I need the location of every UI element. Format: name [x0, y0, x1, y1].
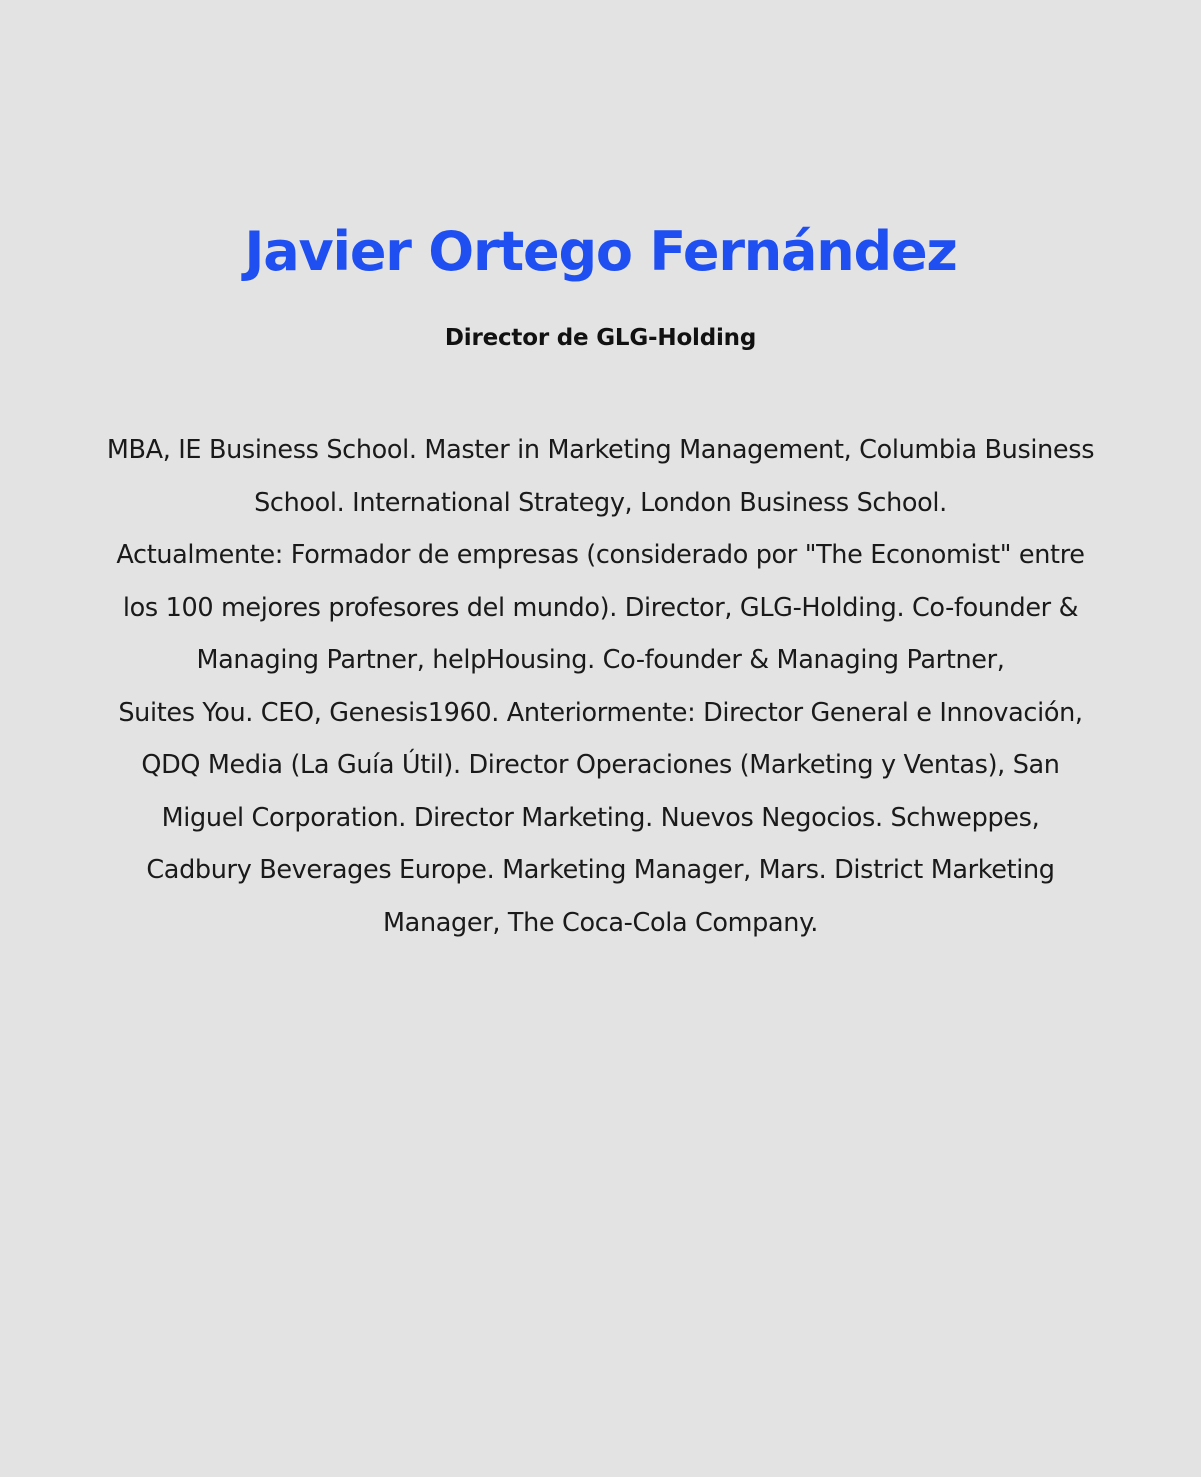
bio-line: Managing Partner, helpHousing. Co-founder & Managing Partner,: [196, 645, 1005, 675]
bio-line: Suites You. CEO, Genesis1960. Anteriormente: Director General e Innovación,: [118, 697, 1083, 728]
bio-line: School. International Strategy, London Business School.: [254, 487, 947, 518]
profile-bio: [88, 424, 1113, 949]
bio-line: Actualmente: Formador de empresas (considerado por "The Economist" entre: [116, 540, 1085, 570]
bio-line: Manager, The Coca-Cola Company.: [383, 907, 818, 938]
bio-line: Miguel Corporation. Director Marketing. Nuevos Negocios. Schweppes,: [161, 802, 1040, 833]
bio-line: MBA, IE Business School. Master in Marketing Management, Columbia Business: [106, 435, 1095, 465]
profile-role: Director de GLG-Holding: [444, 325, 757, 351]
bio-line: los 100 mejores profesores del mundo). Director, GLG-Holding. Co-founder &: [122, 592, 1079, 623]
page-title: Javier Ortego Fernández: [244, 220, 957, 284]
bio-line: Cadbury Beverages Europe. Marketing Manager, Mars. District Marketing: [146, 855, 1055, 885]
bio-line: QDQ Media (La Guía Útil). Director Operaciones (Marketing y Ventas), San: [141, 750, 1060, 780]
